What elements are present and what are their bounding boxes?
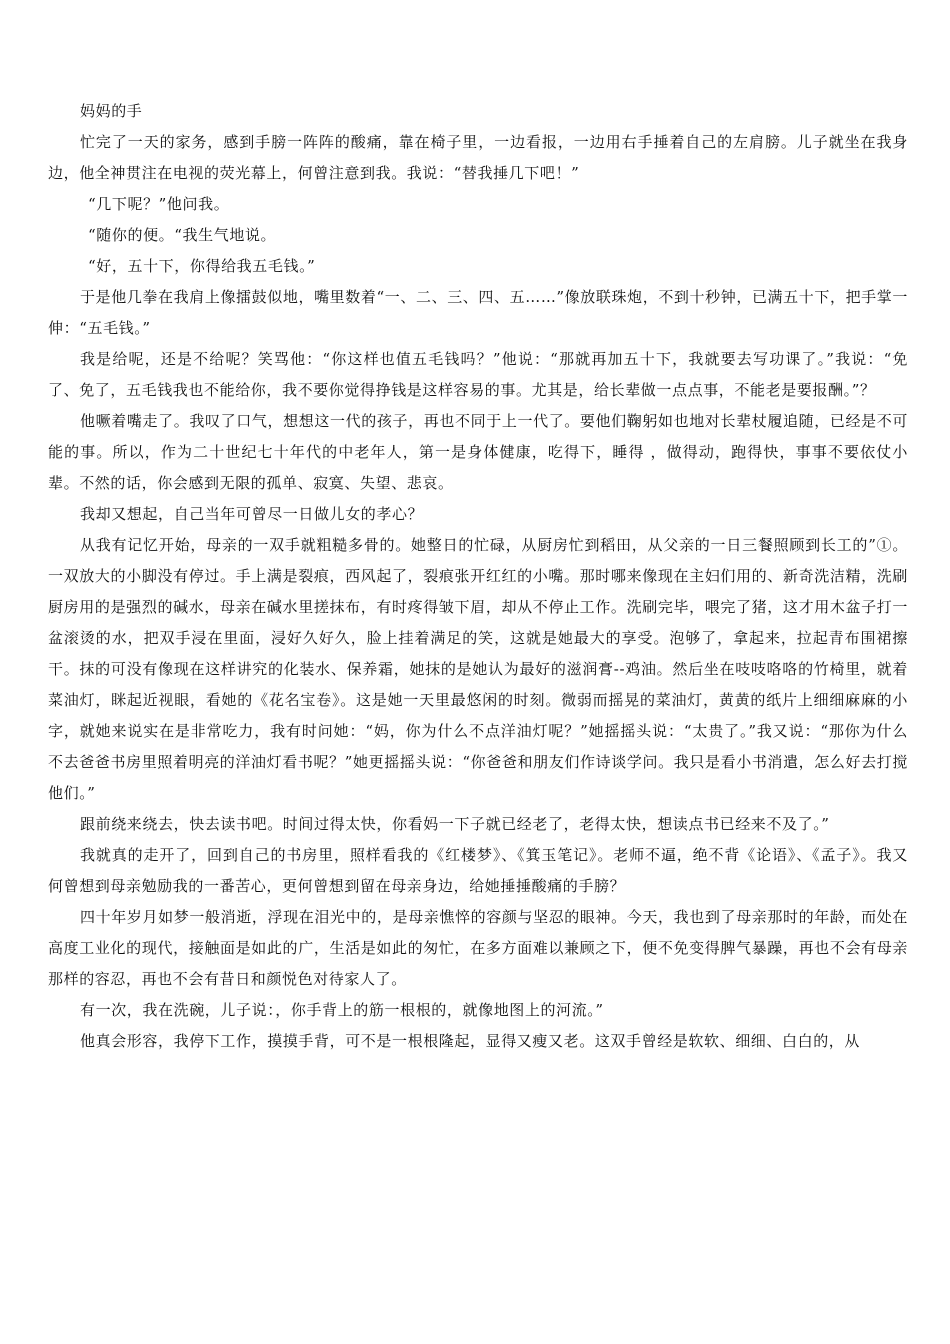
paragraph: “几下呢？”他问我。 <box>88 195 230 213</box>
paragraph: 我却又想起，自己当年可曾尽一日做儿女的孝心？ <box>80 505 424 523</box>
paragraph: 我就真的走开了，回到自己的书房里，照样看我的《红楼梦》、《箕玉笔记》。老师不逼，绝不背《论语》、《孟子》。我又何曾想到母亲勉励我的一番苦心，更何曾想到留在母亲身边，给她捶捶酸痛的手膀？ <box>48 846 908 895</box>
paragraph: 跟前绕来绕去，快去读书吧。时间过得太快，你看妈一下子就已经老了，老得太快，想读点书已经来不及了。” <box>80 815 830 833</box>
paragraph: 从我有记忆开始，母亲的一双手就粗糙多骨的。她整日的忙碌，从厨房忙到稻田，从父亲的一日三餐照顾到长工的”①。一双放大的小脚没有停过。手上满是裂痕，西风起了，裂痕张开红红的小嘴。那时哪来像现在主妇们用的、新奇洗洁精，洗刷厨房用的是强烈的碱水，母亲在碱水里搓抹布，有时疼得皱下眉，却从不停止工作。洗刷完毕，喂完了猪，这才用木盆子打一盆滚烫的水，把双手浸在里面，浸好久好久，脸上挂着满足的笑，这就是她最大的享受。泡够了，拿起来，拉起青布围裙擦干。抹的可没有像现在这样讲究的化装水、保养霜，她抹的是她认为最好的滋润膏--鸡油。然后坐在吱吱咯咯的竹椅里，就着菜油灯，眯起近视眼，看她的《花名宝卷》。这是她一天里最悠闲的时刻。微弱而摇晃的菜油灯，黄黄的纸片上细细麻麻的小字，就她来说实在是非常吃力，我有时问她：“妈，你为什么不点洋油灯呢？”她摇摇头说：“太贵了。”我又说：“那你为什么不去爸爸书房里照着明亮的洋油灯看书呢？”她更摇摇头说：“你爸爸和朋友们作诗谈学问。我只是看小书消遣，怎么好去打搅他们。” <box>48 536 908 802</box>
paragraph: 于是他几拳在我肩上像擂鼓似地，嘴里数着“一、二、三、四、五……”像放联珠炮，不到十秒钟，已满五十下，把手掌一伸：“五毛钱。” <box>48 288 908 337</box>
paragraph: 有一次，我在洗碗，儿子说：，你手背上的筋一根根的，就像地图上的河流。” <box>80 1001 604 1019</box>
paragraph: 四十年岁月如梦一般消逝，浮现在泪光中的，是母亲憔悴的容颜与坚忍的眼神。今天，我也到了母亲那时的年龄，而处在高度工业化的现代，接触面是如此的广，生活是如此的匆忙，在多方面难以兼顾之下，便不免变得脾气暴躁，再也不会有母亲那样的容忍，再也不会有昔日和颜悦色对待家人了。 <box>48 908 908 988</box>
paragraph: 我是给呢，还是不给呢？笑骂他：“你这样也值五毛钱吗？”他说：“那就再加五十下，我就要去写功课了。”我说：“免了、免了，五毛钱我也不能给你，我不要你觉得挣钱是这样容易的事。尤其是，给长辈做一点点事，不能老是要报酬。”？ <box>48 350 908 399</box>
paragraph: “好，五十下，你得给我五毛钱。” <box>88 257 316 275</box>
article <box>48 96 908 1057</box>
paragraph: “随你的便。“我生气地说。 <box>88 226 277 244</box>
article-title: 妈妈的手 <box>80 102 143 120</box>
paragraph: 他噘着嘴走了。我叹了口气，想想这一代的孩子，再也不同于上一代了。要他们鞠躬如也地对长辈杖履追随，已经是不可能的事。所以，作为二十世纪七十年代的中老年人，第一是身体健康，吃得下，睡得 ，做得动，跑得快，事事不要依仗小辈。不然的话，你会感到无限的孤单、寂寞、失望、悲哀。 <box>48 412 908 492</box>
paragraph: 他真会形容，我停下工作，摸摸手背，可不是一根根隆起，显得又瘦又老。这双手曾经是软软、细细、白白的，从 <box>80 1032 861 1050</box>
paragraph: 忙完了一天的家务，感到手膀一阵阵的酸痛，靠在椅子里，一边看报，一边用右手捶着自己的左肩膀。儿子就坐在我身边，他全神贯注在电视的荧光幕上，何曾注意到我。我说：“替我捶几下吧！” <box>48 133 908 182</box>
